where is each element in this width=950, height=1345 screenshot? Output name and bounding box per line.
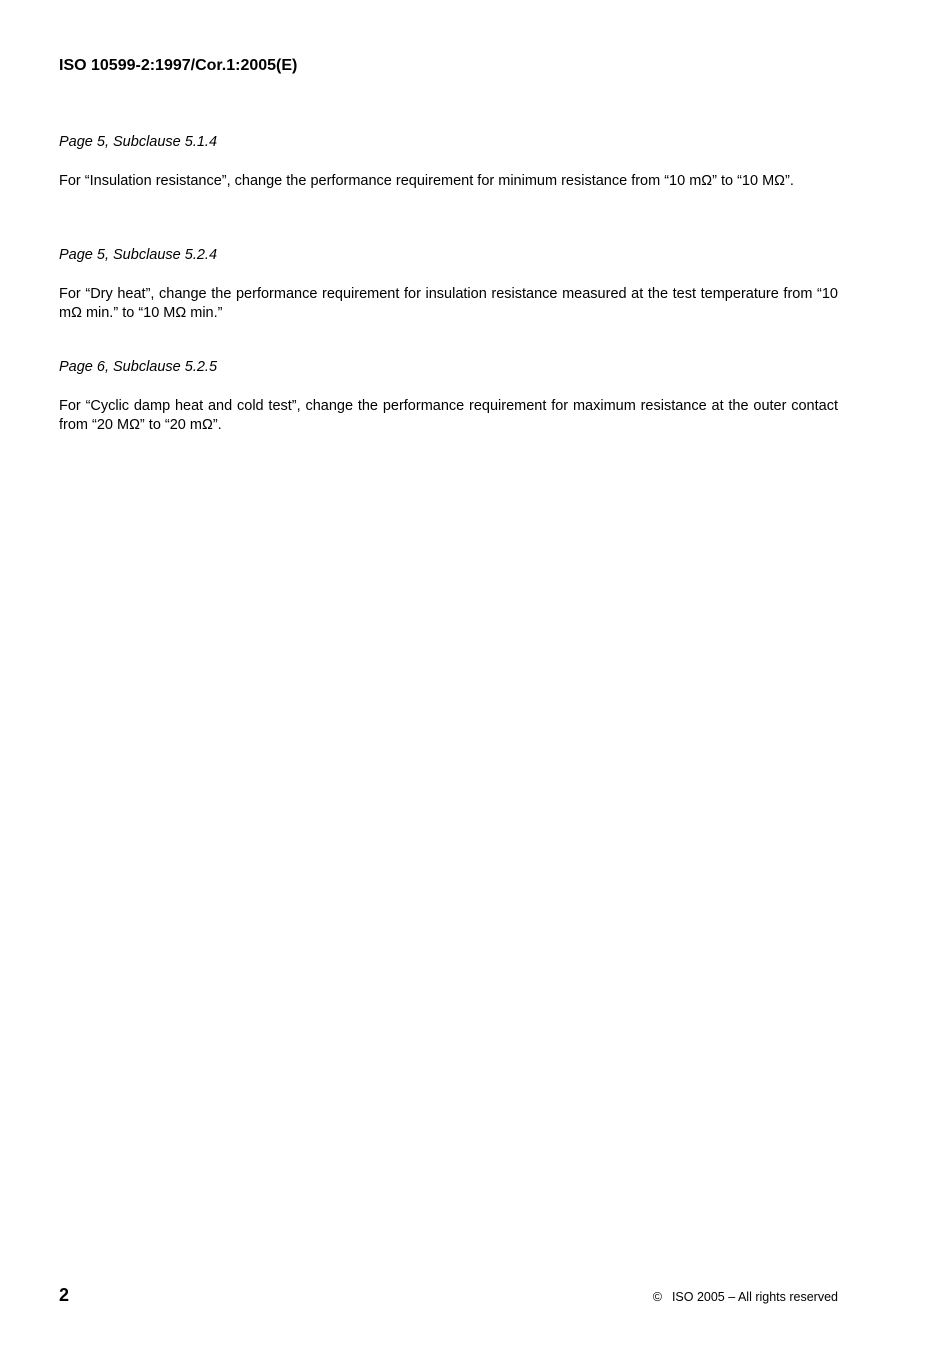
- correction-section: [59, 358, 838, 435]
- correction-section: [59, 133, 838, 191]
- correction-section: [59, 246, 838, 323]
- copyright-text: ISO 2005 – All rights reserved: [671, 1290, 838, 1304]
- section-reference: Page 5, Subclause 5.1.4: [59, 134, 218, 150]
- copyright-symbol: ©: [652, 1290, 662, 1304]
- section-text: For “Dry heat”, change the performance requirement for insulation resistance measured at the test temperature from “10 mΩ min.” to “10 MΩ min.”: [59, 286, 838, 321]
- section-text: For “Insulation resistance”, change the performance requirement for minimum resistance from “10 mΩ” to “10 MΩ”.: [59, 173, 794, 189]
- copyright-notice: [653, 1289, 838, 1305]
- section-text: For “Cyclic damp heat and cold test”, change the performance requirement for maximum resistance at the outer contact from “20 MΩ” to “20 mΩ”.: [59, 398, 838, 433]
- section-reference: Page 6, Subclause 5.2.5: [59, 359, 218, 375]
- page-number: 2: [59, 1285, 70, 1305]
- section-reference: Page 5, Subclause 5.2.4: [59, 247, 218, 263]
- document-title: ISO 10599-2:1997/Cor.1:2005(E): [59, 57, 298, 74]
